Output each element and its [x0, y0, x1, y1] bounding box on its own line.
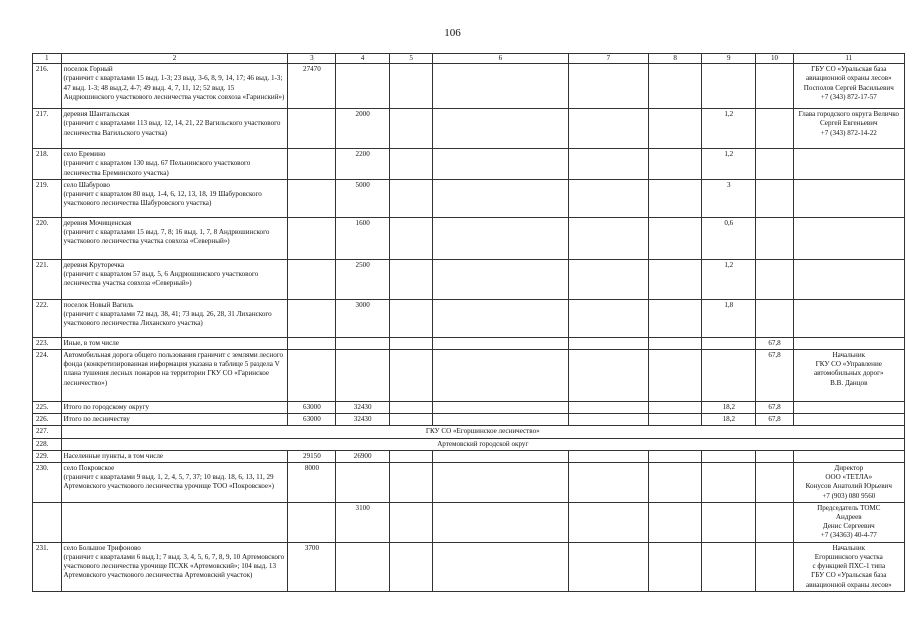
row-number-cell: 221. [33, 259, 62, 299]
table-row [33, 542, 905, 591]
value-cell-9: 18,2 [702, 414, 756, 426]
table-row [33, 259, 905, 299]
value-cell-4: 5000 [336, 179, 390, 217]
header-cell: 10 [756, 54, 793, 64]
value-cell-4 [336, 64, 390, 109]
row-number-cell: 219. [33, 179, 62, 217]
header-cell: 11 [793, 54, 904, 64]
header-cell: 2 [61, 54, 288, 64]
empty-cell-5 [389, 179, 432, 217]
value-cell-10 [756, 299, 793, 337]
value-cell-10 [756, 179, 793, 217]
empty-cell-8 [649, 502, 702, 542]
value-cell-3: 3700 [288, 542, 336, 591]
value-cell-9: 1,8 [702, 299, 756, 337]
empty-cell-5 [389, 402, 432, 414]
row-number-cell [33, 502, 62, 542]
header-cell: 7 [568, 54, 649, 64]
contact-cell [793, 217, 904, 259]
row-number-cell: 220. [33, 217, 62, 259]
value-cell-10 [756, 259, 793, 299]
row-number-cell: 231. [33, 542, 62, 591]
settlement-cell: Иные, в том числе [61, 337, 288, 349]
empty-cell-6 [433, 337, 568, 349]
contact-cell [793, 450, 904, 462]
row-number-cell: 223. [33, 337, 62, 349]
value-cell-3 [288, 299, 336, 337]
table-row [33, 502, 905, 542]
empty-cell-7 [568, 402, 649, 414]
empty-cell-6 [433, 259, 568, 299]
value-cell-10 [756, 149, 793, 180]
row-number-cell: 217. [33, 109, 62, 149]
table-row [33, 350, 905, 402]
empty-cell-8 [649, 463, 702, 503]
contact-cell: Председатель ТОМС Андреев Денис Сергеевич +7 (34363) 40-4-77 [793, 502, 904, 542]
empty-cell-7 [568, 414, 649, 426]
value-cell-4: 1600 [336, 217, 390, 259]
contact-cell: Директор ООО «ТЕТЛА» Конусов Анатолий Юрьевич +7 (903) 080 9560 [793, 463, 904, 503]
header-row [33, 54, 905, 64]
value-cell-4: 3100 [336, 502, 390, 542]
value-cell-9: 3 [702, 179, 756, 217]
empty-cell-5 [389, 502, 432, 542]
value-cell-4: 32430 [336, 414, 390, 426]
row-number-cell: 226. [33, 414, 62, 426]
value-cell-3 [288, 502, 336, 542]
table-row [33, 217, 905, 259]
value-cell-3: 27470 [288, 64, 336, 109]
empty-cell-5 [389, 542, 432, 591]
table-row [33, 463, 905, 503]
empty-cell-5 [389, 350, 432, 402]
empty-cell-8 [649, 450, 702, 462]
header-cell: 5 [389, 54, 432, 64]
value-cell-10 [756, 502, 793, 542]
contact-cell: Начальник Егоршинского участка с функцией ПХС-1 типа ГБУ СО «Уральская база авиационной охраны лесов» [793, 542, 904, 591]
value-cell-10 [756, 64, 793, 109]
value-cell-10: 67,8 [756, 337, 793, 349]
section-heading-cell: ГКУ СО «Егоршинское лесничество» [61, 426, 904, 438]
value-cell-3 [288, 149, 336, 180]
value-cell-4 [336, 542, 390, 591]
value-cell-4 [336, 337, 390, 349]
value-cell-3: 63000 [288, 402, 336, 414]
empty-cell-6 [433, 463, 568, 503]
empty-cell-6 [433, 350, 568, 402]
empty-cell-6 [433, 149, 568, 180]
contact-cell: ГБУ СО «Уральская база авиационной охраны лесов» Посполов Сергей Васильевич +7 (343) 872-17-57 [793, 64, 904, 109]
table-row [33, 299, 905, 337]
value-cell-3 [288, 179, 336, 217]
value-cell-9 [702, 337, 756, 349]
settlement-cell: село Шабурово (граничит с кварталом 80 выд. 1-4, 6, 12, 13, 18, 19 Шабуровского участкового лесничества Шабуровского участка) [61, 179, 288, 217]
empty-cell-6 [433, 109, 568, 149]
empty-cell-5 [389, 463, 432, 503]
header-cell: 3 [288, 54, 336, 64]
header-cell: 1 [33, 54, 62, 64]
empty-cell-6 [433, 542, 568, 591]
empty-cell-8 [649, 542, 702, 591]
value-cell-4: 3000 [336, 299, 390, 337]
empty-cell-8 [649, 109, 702, 149]
fire-plan-table [32, 53, 905, 592]
empty-cell-8 [649, 149, 702, 180]
header-cell: 4 [336, 54, 390, 64]
settlement-cell: Населенные пункты, в том числе [61, 450, 288, 462]
empty-cell-8 [649, 337, 702, 349]
value-cell-4: 2000 [336, 109, 390, 149]
row-number-cell: 225. [33, 402, 62, 414]
row-number-cell: 229. [33, 450, 62, 462]
empty-cell-8 [649, 414, 702, 426]
empty-cell-6 [433, 64, 568, 109]
value-cell-3 [288, 217, 336, 259]
section-heading-cell: Артемовский городской округ [61, 438, 904, 450]
value-cell-9 [702, 350, 756, 402]
value-cell-9: 1,2 [702, 259, 756, 299]
empty-cell-7 [568, 109, 649, 149]
settlement-cell: село Еремино (граничит с кварталом 130 выд. 67 Пельнинского участкового лесничества Ереминского участка) [61, 149, 288, 180]
table-row [33, 109, 905, 149]
value-cell-10 [756, 450, 793, 462]
value-cell-10 [756, 463, 793, 503]
empty-cell-6 [433, 502, 568, 542]
empty-cell-7 [568, 463, 649, 503]
table-row [33, 438, 905, 450]
value-cell-9 [702, 450, 756, 462]
table-row [33, 414, 905, 426]
header-cell: 9 [702, 54, 756, 64]
empty-cell-7 [568, 179, 649, 217]
contact-cell [793, 402, 904, 414]
empty-cell-8 [649, 217, 702, 259]
empty-cell-7 [568, 64, 649, 109]
table-row [33, 450, 905, 462]
value-cell-9 [702, 463, 756, 503]
table-row [33, 337, 905, 349]
empty-cell-7 [568, 542, 649, 591]
value-cell-9 [702, 502, 756, 542]
empty-cell-8 [649, 259, 702, 299]
settlement-cell: село Покровское (граничит с кварталами 9 выд. 1, 2, 4, 5, 7, 37; 10 выд. 18, 6, 13, 11, 29 Артемовского участкового лесничества урочище ТОО «Покровское») [61, 463, 288, 503]
value-cell-10 [756, 109, 793, 149]
row-number-cell: 230. [33, 463, 62, 503]
contact-cell [793, 179, 904, 217]
value-cell-10 [756, 217, 793, 259]
header-cell: 6 [433, 54, 568, 64]
empty-cell-5 [389, 64, 432, 109]
header-cell: 8 [649, 54, 702, 64]
empty-cell-5 [389, 450, 432, 462]
value-cell-3 [288, 109, 336, 149]
row-number-cell: 216. [33, 64, 62, 109]
page-number: 106 [444, 27, 461, 39]
value-cell-9: 0,6 [702, 217, 756, 259]
value-cell-4: 32430 [336, 402, 390, 414]
table-row [33, 64, 905, 109]
row-number-cell: 222. [33, 299, 62, 337]
settlement-cell: деревня Шантальская (граничит с кварталами 113 выд. 12, 14, 21, 22 Вагильского участкового лесничества Вагильского участка) [61, 109, 288, 149]
contact-cell [793, 299, 904, 337]
empty-cell-7 [568, 502, 649, 542]
settlement-cell: поселок Горный (граничит с кварталами 15 выд. 1-3; 23 выд. 3-6, 8, 9, 14, 17; 46 выд. 1-3; 47 выд. 1-3; 48 выд.2, 4-7; 49 выд. 4, 7, 11, 12; 52 выд. 15 Андрюшинского участкового лесничества участок совхоза «Гаринский») [61, 64, 288, 109]
value-cell-9: 18,2 [702, 402, 756, 414]
value-cell-9 [702, 64, 756, 109]
value-cell-3: 29150 [288, 450, 336, 462]
value-cell-4 [336, 463, 390, 503]
empty-cell-6 [433, 179, 568, 217]
value-cell-9: 1,2 [702, 149, 756, 180]
value-cell-3: 63000 [288, 414, 336, 426]
value-cell-4: 2200 [336, 149, 390, 180]
empty-cell-8 [649, 299, 702, 337]
empty-cell-7 [568, 299, 649, 337]
empty-cell-7 [568, 259, 649, 299]
empty-cell-7 [568, 450, 649, 462]
settlement-cell: Автомобильная дорога общего пользования граничит с землями лесного фонда (конкретизированная информация указана в таблице 5 раздела V плана тушения лесных пожаров на территории ГКУ СО «Гаринское лесничество») [61, 350, 288, 402]
empty-cell-5 [389, 149, 432, 180]
empty-cell-6 [433, 402, 568, 414]
contact-cell [793, 337, 904, 349]
settlement-cell: поселок Новый Вагиль (граничит с кварталами 72 выд. 38, 41; 73 выд. 26, 28, 31 Лиханского участкового лесничества Лиханского участка) [61, 299, 288, 337]
empty-cell-5 [389, 259, 432, 299]
empty-cell-5 [389, 299, 432, 337]
value-cell-10 [756, 542, 793, 591]
contact-cell [793, 149, 904, 180]
contact-cell [793, 414, 904, 426]
row-number-cell: 218. [33, 149, 62, 180]
value-cell-4 [336, 350, 390, 402]
empty-cell-8 [649, 402, 702, 414]
empty-cell-7 [568, 217, 649, 259]
empty-cell-5 [389, 109, 432, 149]
empty-cell-8 [649, 350, 702, 402]
value-cell-9 [702, 542, 756, 591]
value-cell-9: 1,2 [702, 109, 756, 149]
row-number-cell: 224. [33, 350, 62, 402]
table-row [33, 402, 905, 414]
empty-cell-6 [433, 217, 568, 259]
value-cell-3: 8000 [288, 463, 336, 503]
empty-cell-6 [433, 450, 568, 462]
settlement-cell: Итого по городскому округу [61, 402, 288, 414]
empty-cell-5 [389, 217, 432, 259]
value-cell-3 [288, 337, 336, 349]
contact-cell: Глава городского округа Величко Сергей Евгеньевич +7 (343) 872-14-22 [793, 109, 904, 149]
table-row [33, 179, 905, 217]
empty-cell-6 [433, 414, 568, 426]
settlement-cell: деревня Круторечка (граничит с кварталом 57 выд. 5, 6 Андрюшинского участкового лесничества участка совхоза «Северный») [61, 259, 288, 299]
value-cell-10: 67,8 [756, 402, 793, 414]
empty-cell-5 [389, 414, 432, 426]
value-cell-3 [288, 350, 336, 402]
empty-cell-5 [389, 337, 432, 349]
row-number-cell: 227. [33, 426, 62, 438]
empty-cell-6 [433, 299, 568, 337]
settlement-cell: Итого по лесничеству [61, 414, 288, 426]
empty-cell-8 [649, 179, 702, 217]
empty-cell-8 [649, 64, 702, 109]
contact-cell [793, 259, 904, 299]
table-row [33, 426, 905, 438]
value-cell-10: 67,8 [756, 350, 793, 402]
value-cell-4: 26900 [336, 450, 390, 462]
empty-cell-7 [568, 149, 649, 180]
row-number-cell: 228. [33, 438, 62, 450]
value-cell-4: 2500 [336, 259, 390, 299]
contact-cell: Начальник ГКУ СО «Управление автомобильных дорог» В.В. Данцов [793, 350, 904, 402]
value-cell-10: 67,8 [756, 414, 793, 426]
table-row [33, 149, 905, 180]
settlement-cell: деревня Мочищенская (граничит с кварталами 15 выд. 7, 8; 16 выд. 1, 7, 8 Андрюшинского участкового лесничества участка совхоза «Северный») [61, 217, 288, 259]
empty-cell-7 [568, 337, 649, 349]
settlement-cell: село Большое Трифоново (граничит с кварталами 6 выд.1; 7 выд. 3, 4, 5, 6, 7, 8, 9, 10 Артемовского участкового лесничества урочище ПСХК «Артемовский»; 104 выд. 13 Артемовского участкового лесничества Артемовский участок) [61, 542, 288, 591]
value-cell-3 [288, 259, 336, 299]
empty-cell-7 [568, 350, 649, 402]
settlement-cell [61, 502, 288, 542]
